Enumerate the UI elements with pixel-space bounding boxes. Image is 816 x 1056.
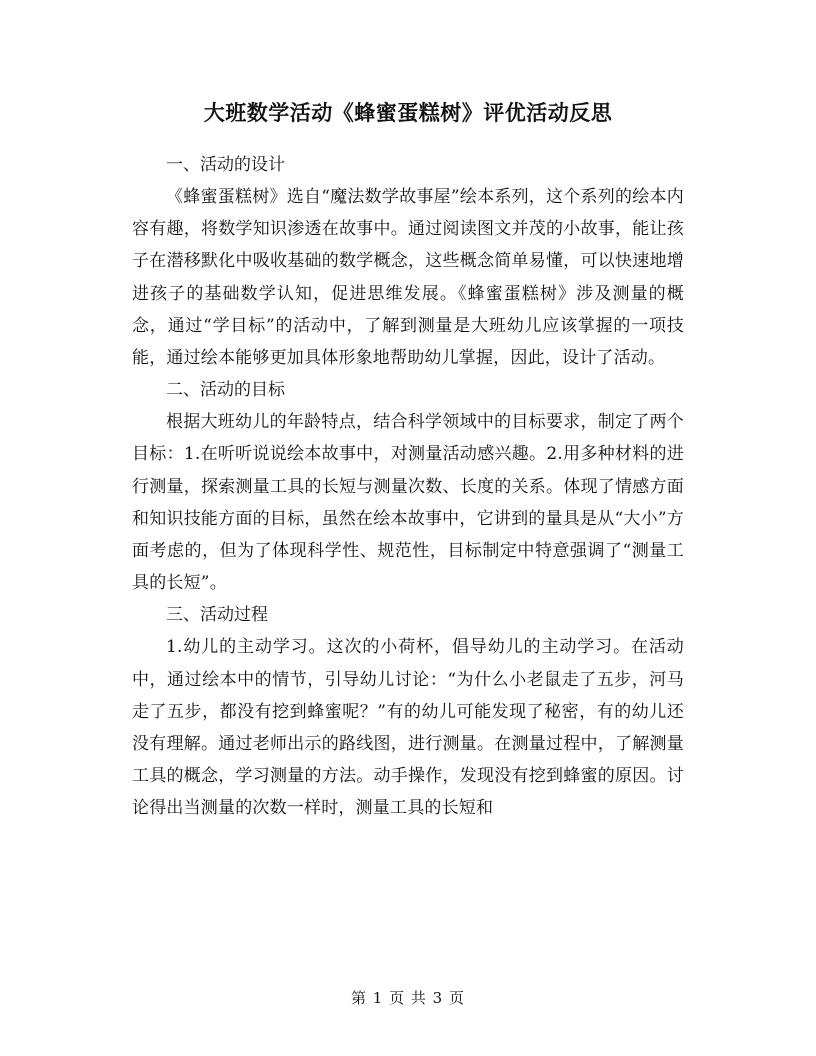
section-heading-process: 三、活动过程 xyxy=(166,605,268,626)
section-paragraph-goals: 根据大班幼儿的年龄特点，结合科学领域中的目标要求，制定了两个目标：1.在听听说说绘本故事中，对测量活动感兴趣。2.用多种材料的进行测量，探索测量工具的长短与测量次数、长度的关系。体现了情感方面和知识技能方面的目标，虽然在绘本故事中，它讲到的量具是从“大小”方面考虑的，但为了体现科学性、规范性，目标制定中特意强调了“测量工具的长短”。 xyxy=(132,412,684,594)
section-paragraph-design: 《蜂蜜蛋糕树》选自“魔法数学故事屋”绘本系列，这个系列的绘本内容有趣，将数学知识渗透在故事中。通过阅读图文并茂的小故事，能让孩子在潜移默化中吸收基础的数学概念，这些概念简单易懂，可以快速地增进孩子的基础数学认知，促进思维发展。《蜂蜜蛋糕树》涉及测量的概念，通过“学目标”的活动中，了解到测量是大班幼儿应该掌握的一项技能，通过绘本能够更加具体形象地帮助幼儿掌握，因此，设计了活动。 xyxy=(132,187,684,369)
section-paragraph-process: 1.幼儿的主动学习。这次的小荷杯，倡导幼儿的主动学习。在活动中，通过绘本中的情节，引导幼儿讨论：“为什么小老鼠走了五步，河马走了五步，都没有挖到蜂蜜呢？”有的幼儿可能发现了秘密，有的幼儿还没有理解。通过老师出示的路线图，进行测量。在测量过程中，了解测量工具的概念，学习测量的方法。动手操作，发现没有挖到蜂蜜的原因。讨论得出当测量的次数一样时，测量工具的长短和 xyxy=(132,637,684,819)
section-heading-design: 一、活动的设计 xyxy=(166,155,285,175)
document-body xyxy=(132,149,684,825)
page-footer: 第 1 页 共 3 页 xyxy=(351,989,465,1007)
section-heading-goals: 二、活动的目标 xyxy=(166,380,285,401)
document-title: 大班数学活动《蜂蜜蛋糕树》评优活动反思 xyxy=(203,100,613,125)
